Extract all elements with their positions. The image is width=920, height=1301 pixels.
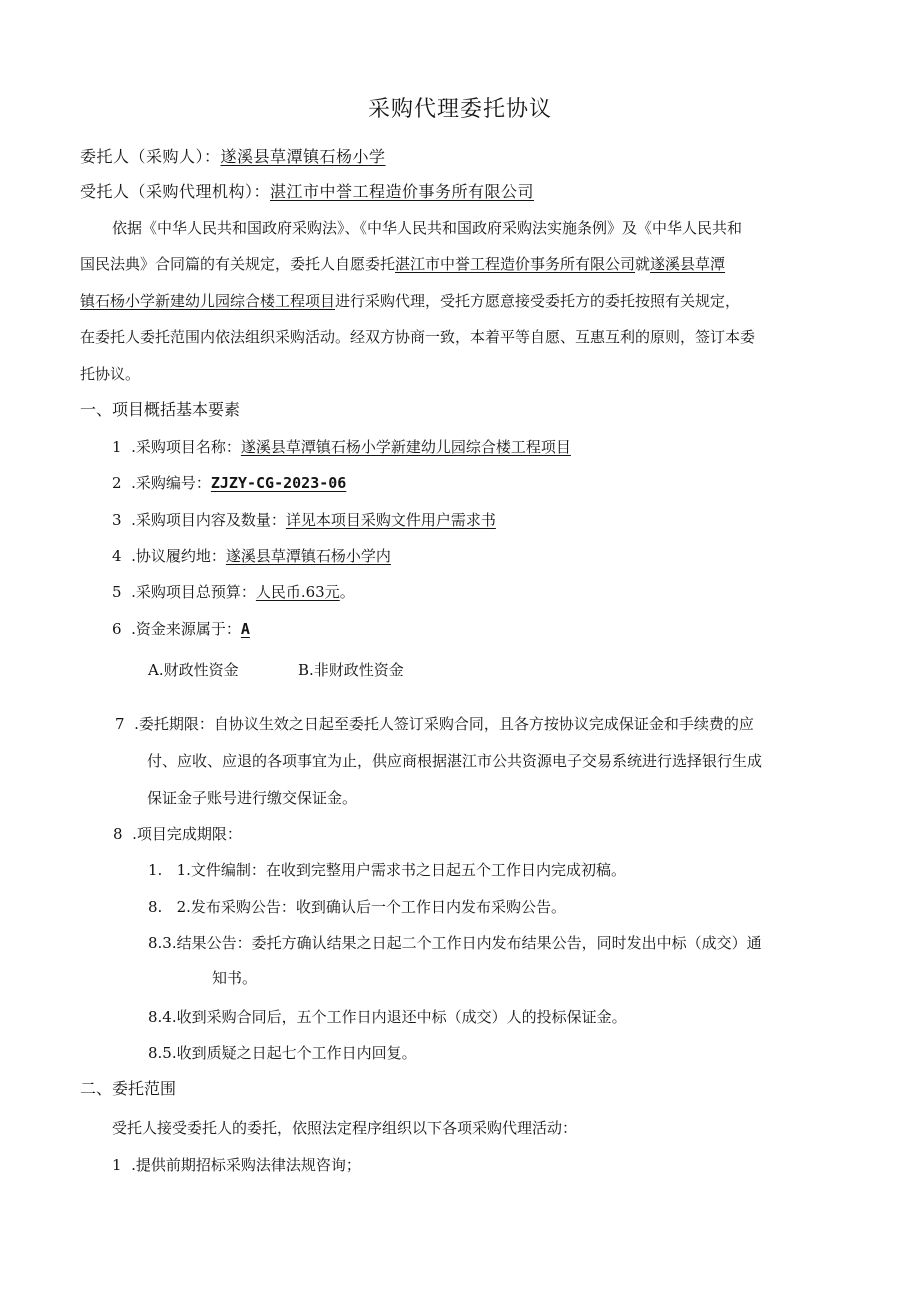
section2-intro: 受托人接受委托人的委托，依照法定程序组织以下各项采购代理活动： xyxy=(112,1119,578,1137)
fund-option-b: B.非财政性资金 xyxy=(298,661,404,679)
intro-line-2-text: 国民法典》合同篇的有关规定，委托人自愿委托 xyxy=(80,255,396,273)
item-label: .采购编号： xyxy=(131,474,211,492)
intro-line-3 xyxy=(80,291,740,311)
item-7-line-2: 付、应收、应退的各项事宜为止，供应商根据湛江市公共资源电子交易系统进行选择银行生成 xyxy=(147,752,763,770)
section2-heading: 二、委托范围 xyxy=(80,1079,177,1098)
item-8 xyxy=(113,824,242,844)
item-7-line-3: 保证金子账号进行缴交保证金。 xyxy=(147,789,358,807)
subitem-8-5: 8.5.收到质疑之日起七个工作日内回复。 xyxy=(148,1044,417,1062)
intro-project-part1: 遂溪县草潭 xyxy=(650,255,726,273)
intro-line-5: 托协议。 xyxy=(80,365,141,383)
intro-line-4: 在委托人委托范围内依法组织采购活动。经双方协商一致，本着平等自愿、互惠互利的原则，签订本委 xyxy=(80,328,756,346)
item-3 xyxy=(112,510,496,530)
item-text: .提供前期招标采购法律法规咨询； xyxy=(131,1156,361,1174)
client-name: 遂溪县草潭镇石杨小学 xyxy=(220,147,386,166)
item-7 xyxy=(115,714,754,734)
item-7-line-1: .委托期限：自协议生效之日起至委托人签订采购合同，且各方按协议完成保证金和手续费的应 xyxy=(134,715,754,733)
subitem-8-1 xyxy=(148,860,626,880)
item-number: 8 xyxy=(113,825,123,843)
subitem-text: 2.发布采购公告：收到确认后一个工作日内发布采购公告。 xyxy=(176,898,566,916)
budget-value: 人民币.63元 xyxy=(255,583,340,601)
item-label: .采购项目内容及数量： xyxy=(131,511,286,529)
intro-line-2 xyxy=(80,254,725,274)
item-label: .项目完成期限： xyxy=(132,825,242,843)
item-4 xyxy=(112,546,391,566)
intro-line-2-conj: 就 xyxy=(635,255,651,273)
subitem-text: 1.文件编制：在收到完整用户需求书之日起五个工作日内完成初稿。 xyxy=(176,861,626,879)
intro-line-3-text: 进行采购代理，受托方愿意接受委托方的委托按照有关规定， xyxy=(335,292,741,310)
content-quantity-value: 详见本项目采购文件用户需求书 xyxy=(285,511,496,529)
project-name-value: 遂溪县草潭镇石杨小学新建幼儿园综合楼工程项目 xyxy=(240,438,571,456)
subitem-8-3-line-1: 8.3.结果公告：委托方确认结果之日起二个工作日内发布结果公告，同时发出中标（成交）通 xyxy=(148,934,762,952)
item-label: .采购项目总预算： xyxy=(131,583,256,601)
subitem-8-2 xyxy=(148,897,566,917)
item-1 xyxy=(112,437,571,457)
subitem-number: 1. xyxy=(148,861,163,879)
item-number: 7 xyxy=(115,715,125,733)
section1-heading: 一、项目概括基本要素 xyxy=(80,400,241,419)
agent-name: 湛江市中誉工程造价事务所有限公司 xyxy=(270,182,535,201)
section2-item-1 xyxy=(112,1155,361,1175)
agent-label: 受托人（采购代理机构）： xyxy=(80,182,271,201)
item-5 xyxy=(112,582,355,602)
subitem-8-4: 8.4.收到采购合同后，五个工作日内退还中标（成交）人的投标保证金。 xyxy=(148,1008,627,1026)
item-2 xyxy=(112,473,346,493)
client-label: 委托人（采购人）： xyxy=(80,147,221,166)
agent-line xyxy=(80,182,534,202)
fund-option-a: A.财政性资金 xyxy=(148,661,239,679)
client-line xyxy=(80,147,386,167)
item-label: .采购项目名称： xyxy=(131,438,241,456)
item-number: 5 xyxy=(112,583,122,601)
subitem-number: 8. xyxy=(148,898,163,916)
subitem-8-3-line-2: 知书。 xyxy=(212,969,258,987)
intro-agent-name: 湛江市中誉工程造价事务所有限公司 xyxy=(395,255,636,273)
fund-source-value: A xyxy=(240,620,250,638)
intro-line-1: 依据《中华人民共和国政府采购法》、《中华人民共和国政府采购法实施条例》及《中华人民共和 xyxy=(112,219,743,237)
budget-suffix: 。 xyxy=(339,583,355,601)
item-6 xyxy=(112,619,250,639)
item-number: 4 xyxy=(112,547,122,565)
item-number: 1 xyxy=(112,438,122,456)
item-number: 2 xyxy=(112,474,122,492)
item-number: 1 xyxy=(112,1156,122,1174)
item-label: .资金来源属于： xyxy=(131,620,241,638)
procurement-code-value: ZJZY-CG-2023-06 xyxy=(210,474,347,492)
item-label: .协议履约地： xyxy=(131,547,226,565)
item-number: 3 xyxy=(112,511,122,529)
document-title: 采购代理委托协议 xyxy=(367,97,552,122)
performance-location-value: 遂溪县草潭镇石杨小学内 xyxy=(225,547,391,565)
item-number: 6 xyxy=(112,620,122,638)
intro-project-part2: 镇石杨小学新建幼儿园综合楼工程项目 xyxy=(80,292,336,310)
